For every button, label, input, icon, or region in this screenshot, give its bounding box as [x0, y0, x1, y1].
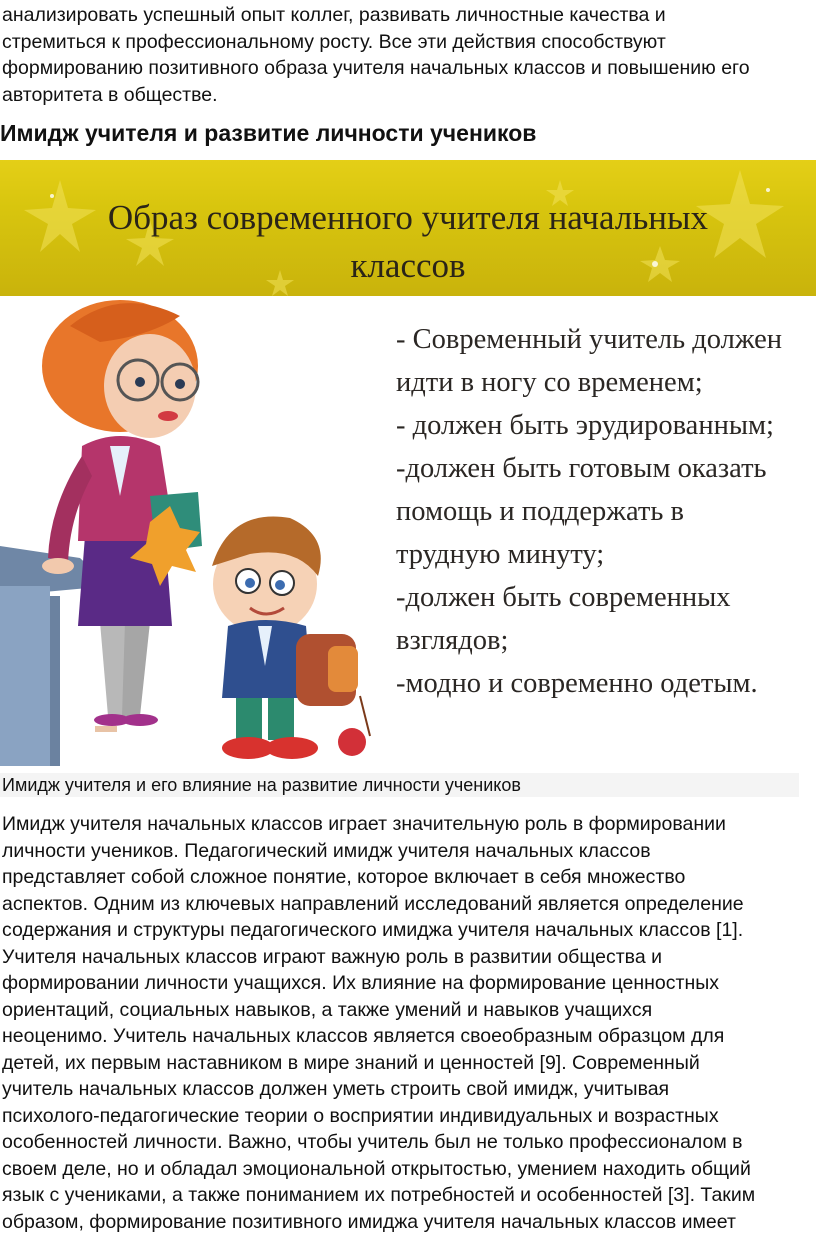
- body-line: образом, формирование позитивного имиджа учителя начальных классов имеет: [2, 1210, 736, 1233]
- intro-line: стремиться к профессиональному росту. Все эти действия способствуют: [2, 30, 666, 53]
- intro-line: авторитета в обществе.: [2, 83, 218, 106]
- body-line: формировании личности учащихся. Их влияние на формирование ценностных: [2, 972, 719, 994]
- banner-title-line-1: Образ современного учителя начальных: [107, 198, 709, 237]
- bullet-line: помощь и поддержать в: [396, 496, 684, 527]
- teacher-image-banner: [0, 160, 816, 766]
- body-line: ориентаций, социальных навыков, а также умений и навыков учащихся: [2, 998, 653, 1021]
- bullet-line: трудную минуту;: [396, 539, 605, 570]
- body-line: аспектов. Одним из ключевых направлений исследований является определение: [2, 892, 744, 915]
- intro-line: анализировать успешный опыт коллег, развивать личностные качества и: [2, 4, 666, 26]
- teacher-and-pupil-illustration: [0, 296, 396, 766]
- intro-line: формированию позитивного образа учителя начальных классов и повышению его: [2, 57, 750, 79]
- bullet-line: взглядов;: [396, 625, 509, 656]
- banner-bullet-list: [396, 318, 816, 705]
- body-line: личности учеников. Педагогический имидж учителя начальных классов: [2, 839, 651, 862]
- body-line: содержания и структуры педагогического имиджа учителя начальных классов [1].: [2, 919, 744, 941]
- body-paragraph: [2, 811, 802, 1235]
- body-line: психолого-педагогические теории о восприятии индивидуальных и возрастных: [2, 1104, 719, 1127]
- body-line: особенностей личности. Важно, чтобы учитель был не только профессионалом в: [2, 1131, 743, 1153]
- body-line: детей, их первым наставником в мире знаний и ценностей [9]. Современный: [2, 1051, 700, 1074]
- banner-title-line-2: классов: [350, 246, 466, 285]
- body-line: учитель начальных классов должен уметь строить свой имидж, учитывая: [2, 1078, 670, 1100]
- bullet-line: - должен быть эрудированным;: [396, 410, 774, 441]
- section-heading: Имидж учителя и развитие личности учеников: [0, 120, 537, 146]
- body-line: неоценимо. Учитель начальных классов является своеобразным образцом для: [2, 1025, 725, 1047]
- body-line: Имидж учителя начальных классов играет значительную роль в формировании: [2, 813, 726, 835]
- bullet-line: - Современный учитель должен: [396, 324, 783, 355]
- body-line: своем деле, но и обладал эмоциональной открытостью, умением находить общий: [2, 1157, 751, 1180]
- bullet-line: -должен быть готовым оказать: [396, 453, 767, 484]
- body-line: представляет собой сложное понятие, которое включает в себя множество: [2, 866, 686, 888]
- image-caption: Имидж учителя и его влияние на развитие личности учеников: [0, 773, 799, 797]
- body-line: Учителя начальных классов играют важную роль в развитии общества и: [2, 945, 662, 968]
- bullet-line: идти в ногу со временем;: [396, 367, 703, 398]
- intro-paragraph: [2, 2, 802, 108]
- bullet-line: -должен быть современных: [396, 582, 731, 613]
- bullet-line: -модно и современно одетым.: [396, 668, 758, 699]
- body-line: язык с учениками, а также пониманием их потребностей и особенностей [3]. Таким: [2, 1184, 756, 1206]
- banner-title-band: [0, 160, 816, 296]
